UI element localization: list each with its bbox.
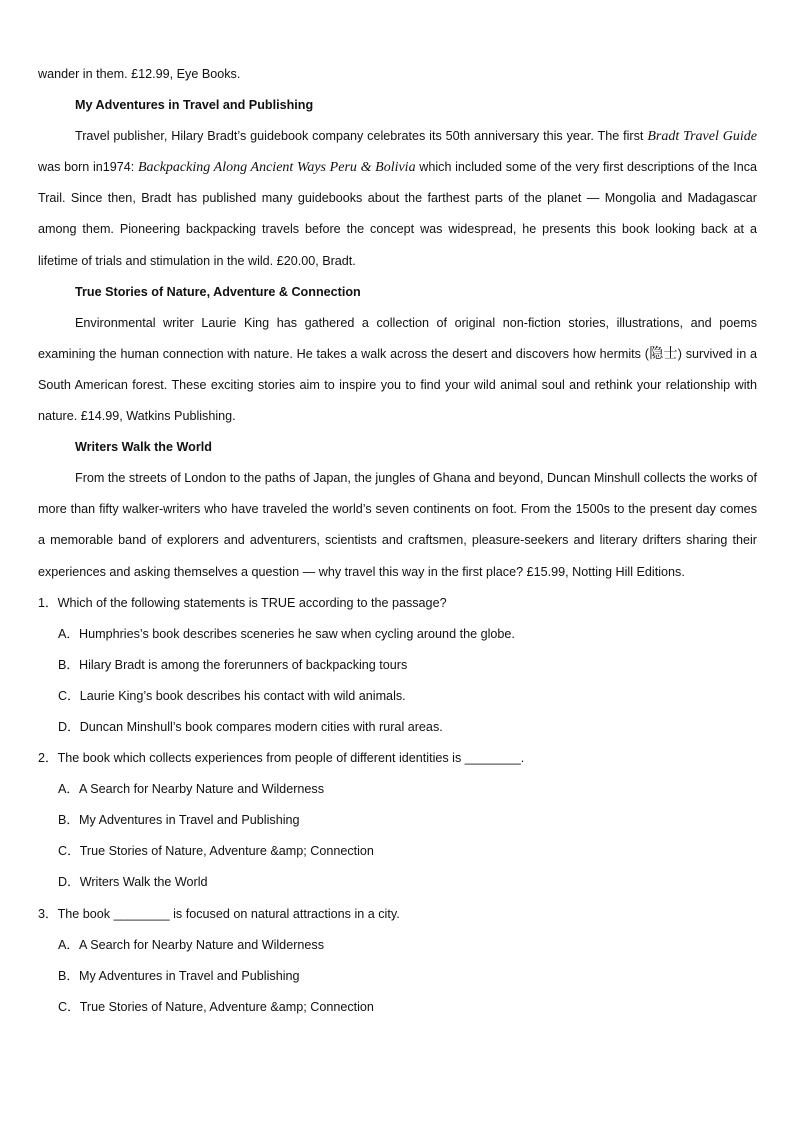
question-1-option-a: A．Humphries’s book describes sceneries he saw when cycling around the globe. (58, 626, 515, 641)
bradt-italic-title-1: Bradt Travel Guide (647, 129, 757, 145)
question-3-option-b: B．My Adventures in Travel and Publishing (58, 968, 300, 983)
question-3-option-a: A．A Search for Nearby Nature and Wilderness (58, 937, 324, 952)
section-body-writers-walk: From the streets of London to the paths of Japan, the jungles of Ghana and beyond, Duncan Minshull collects the works of more than fifty walker-writers who have traveled the world’s seven continents on foot. From the 1500s to the present day comes a memorable band of explorers and adventurers, scientists and craftsmen, pleasure-seekers and literary drifters sharing their experiences and asking themselves a question — why travel this way in the first place? £15.99, Notting Hill Editions. (38, 471, 757, 579)
true-stories-text-1: Environmental writer Laurie King has gathered a collection of original non-fiction stories, illustrations, and poems examining the human connection with nature. He takes a walk across the desert and discovers how hermits ( (38, 315, 757, 361)
document-page (38, 59, 757, 1023)
question-2-option-d: D．Writers Walk the World (58, 875, 208, 890)
section-title-true-stories: True Stories of Nature, Adventure & Connection (75, 284, 361, 299)
question-1-option-d: D．Duncan Minshull’s book compares modern cities with rural areas. (58, 719, 443, 734)
question-2-stem: 2．The book which collects experiences from people of different identities is ________. (38, 751, 525, 766)
bradt-italic-title-2: Backpacking Along Ancient Ways Peru & Bolivia (137, 160, 416, 176)
question-1-stem: 1．Which of the following statements is TRUE according to the passage? (38, 595, 447, 610)
question-3-option-c: C．True Stories of Nature, Adventure &amp; Connection (58, 999, 374, 1014)
question-1-option-b: B．Hilary Bradt is among the forerunners of backpacking tours (58, 657, 408, 672)
question-1-option-c: C．Laurie King’s book describes his contact with wild animals. (58, 688, 406, 703)
true-stories-cjk-gloss: 隐士 (648, 346, 678, 362)
bradt-text-3: which included some of the very first descriptions of the Inca Trail. Since then, Bradt has published many guidebooks about the farthest parts of the planet — Mongolia and Madagascar among them. Pioneering backpacking travels before the concept was widespread, he presents this book looking back at a lifetime of trials and stimulation in the wild. £20.00, Bradt. (38, 160, 757, 268)
section-title-writers-walk: Writers Walk the World (75, 440, 212, 455)
question-2-option-c: C．True Stories of Nature, Adventure &amp; Connection (58, 844, 374, 859)
bradt-text-2: was born in1974: (38, 160, 138, 175)
true-stories-text-2: ) survived in a South American forest. These exciting stories aim to inspire you to find your wild animal soul and rethink your relationship with nature. £14.99, Watkins Publishing. (38, 346, 757, 424)
bradt-text-1: Travel publisher, Hilary Bradt’s guidebook company celebrates its 50th anniversary this year. The first (75, 129, 648, 144)
section-body-true-stories (38, 308, 757, 432)
question-3-stem: 3．The book ________ is focused on natural attractions in a city. (38, 906, 400, 921)
question-2-option-b: B．My Adventures in Travel and Publishing (58, 813, 300, 828)
intro-tail-text: wander in them. £12.99, Eye Books. (38, 67, 241, 81)
section-body-bradt (38, 121, 757, 276)
section-title-bradt: My Adventures in Travel and Publishing (75, 98, 314, 113)
question-2-option-a: A．A Search for Nearby Nature and Wilderness (58, 782, 324, 797)
